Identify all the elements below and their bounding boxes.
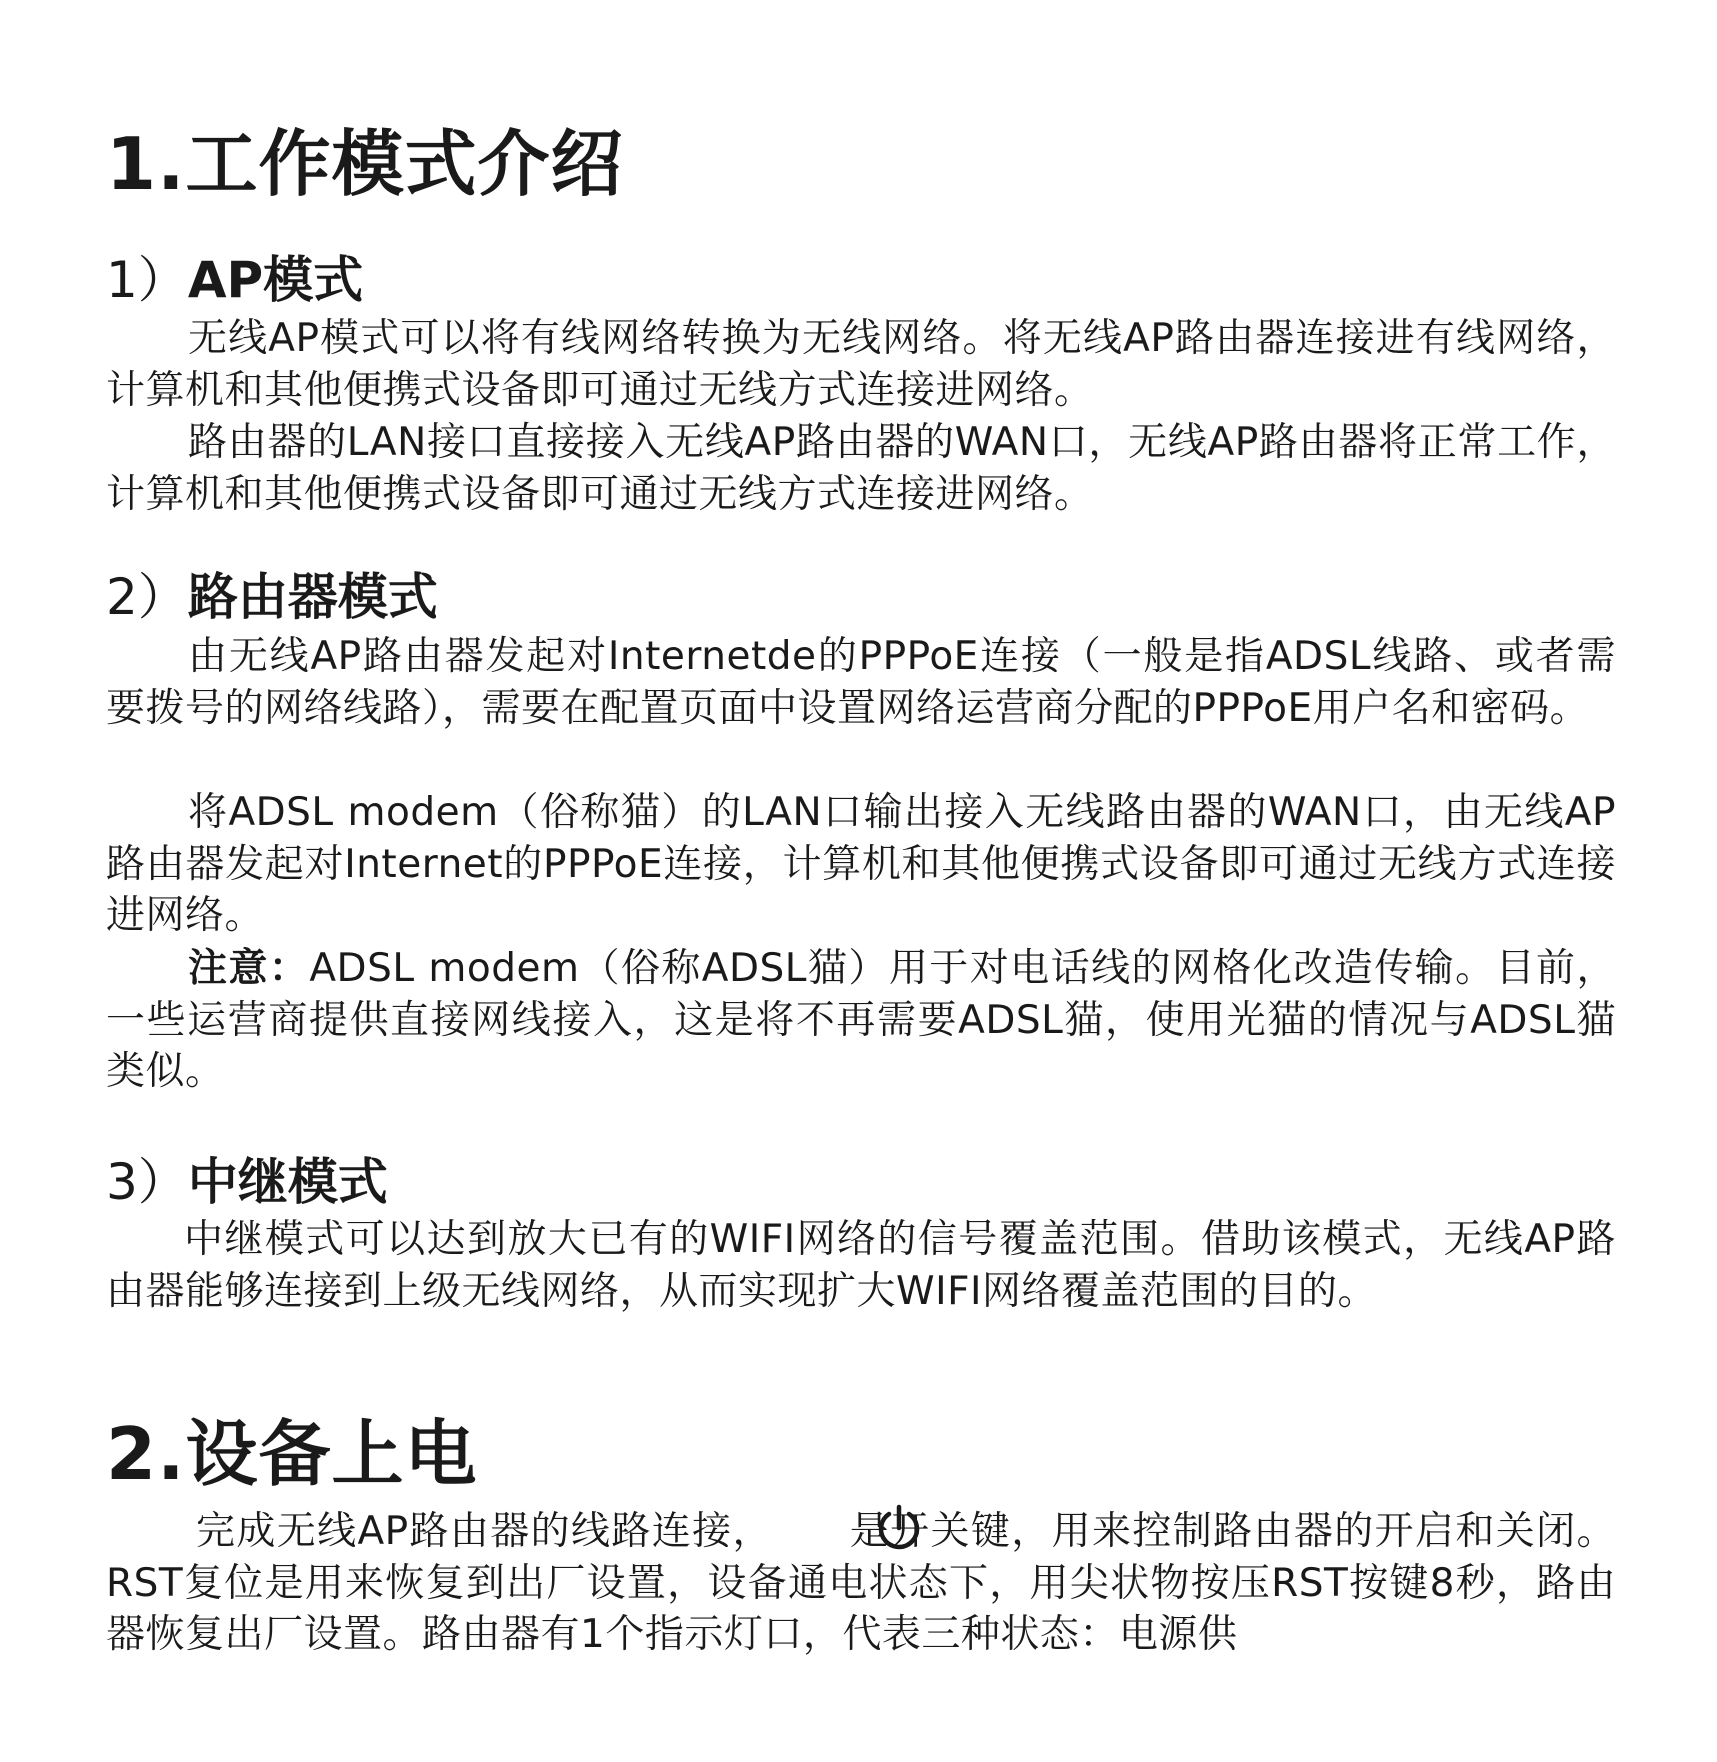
document-page [106, 0, 1616, 1762]
repeater-mode-paragraph: 中继模式可以达到放大已有的WIFI网络的信号覆盖范围。借助该模式，无线AP路由器能够连接到上级无线网络，从而实现扩大WIFI网络覆盖范围的目的。 [106, 1217, 1616, 1314]
ap-mode-heading-num: 1） [106, 251, 188, 309]
power-on-text-after: 是开关键，用来控制路由器的开启和关闭。RST复位是用来恢复到出厂设置，设备通电状态下，用尖状物按压RST按键8秒，路由器恢复出厂设置。路由器有1个指示灯口，代表三种状态：电源供 [106, 1509, 1616, 1657]
router-mode-paragraph-2: 将ADSL modem（俗称猫）的LAN口输出接入无线路由器的WAN口，由无线AP路由器发起对Internet的PPPoE连接，计算机和其他便携式设备即可通过无线方式连接进网络。 [106, 790, 1616, 938]
section1-title: 1.工作模式介绍 [106, 122, 624, 206]
power-icon [783, 1502, 835, 1554]
note-label: 注意： [188, 946, 310, 991]
ap-mode-paragraph-1: 无线AP模式可以将有线网络转换为无线网络。将无线AP路由器连接进有线网络，计算机和其他便携式设备即可通过无线方式连接进网络。 [106, 316, 1616, 413]
repeater-mode-heading [106, 1153, 388, 1211]
repeater-mode-heading-num: 3） [106, 1153, 188, 1211]
router-mode-heading-num: 2） [106, 568, 188, 626]
ap-mode-heading [106, 251, 364, 309]
ap-mode-paragraph-2: 路由器的LAN接口直接接入无线AP路由器的WAN口，无线AP路由器将正常工作，计算机和其他便携式设备即可通过无线方式连接进网络。 [106, 420, 1616, 517]
router-mode-note [106, 943, 1616, 1098]
router-mode-heading [106, 568, 438, 626]
ap-mode-heading-text: AP模式 [187, 251, 364, 309]
repeater-mode-heading-text: 中继模式 [187, 1153, 388, 1211]
power-on-text-before: 完成无线AP路由器的线路连接， [196, 1509, 773, 1554]
section2-title: 2.设备上电 [106, 1412, 478, 1496]
note-text: ADSL modem（俗称ADSL猫）用于对电话线的网格化改造传输。目前，一些运营商提供直接网线接入，这是将不再需要ADSL猫，使用光猫的情况与ADSL猫类似。 [106, 946, 1616, 1094]
router-mode-heading-text: 路由器模式 [187, 568, 438, 626]
router-mode-paragraph-1: 由无线AP路由器发起对Internetde的PPPoE连接（一般是指ADSL线路、或者需要拨号的网络线路），需要在配置页面中设置网络运营商分配的PPPoE用户名和密码。 [106, 634, 1616, 731]
power-on-paragraph [106, 1502, 1616, 1661]
